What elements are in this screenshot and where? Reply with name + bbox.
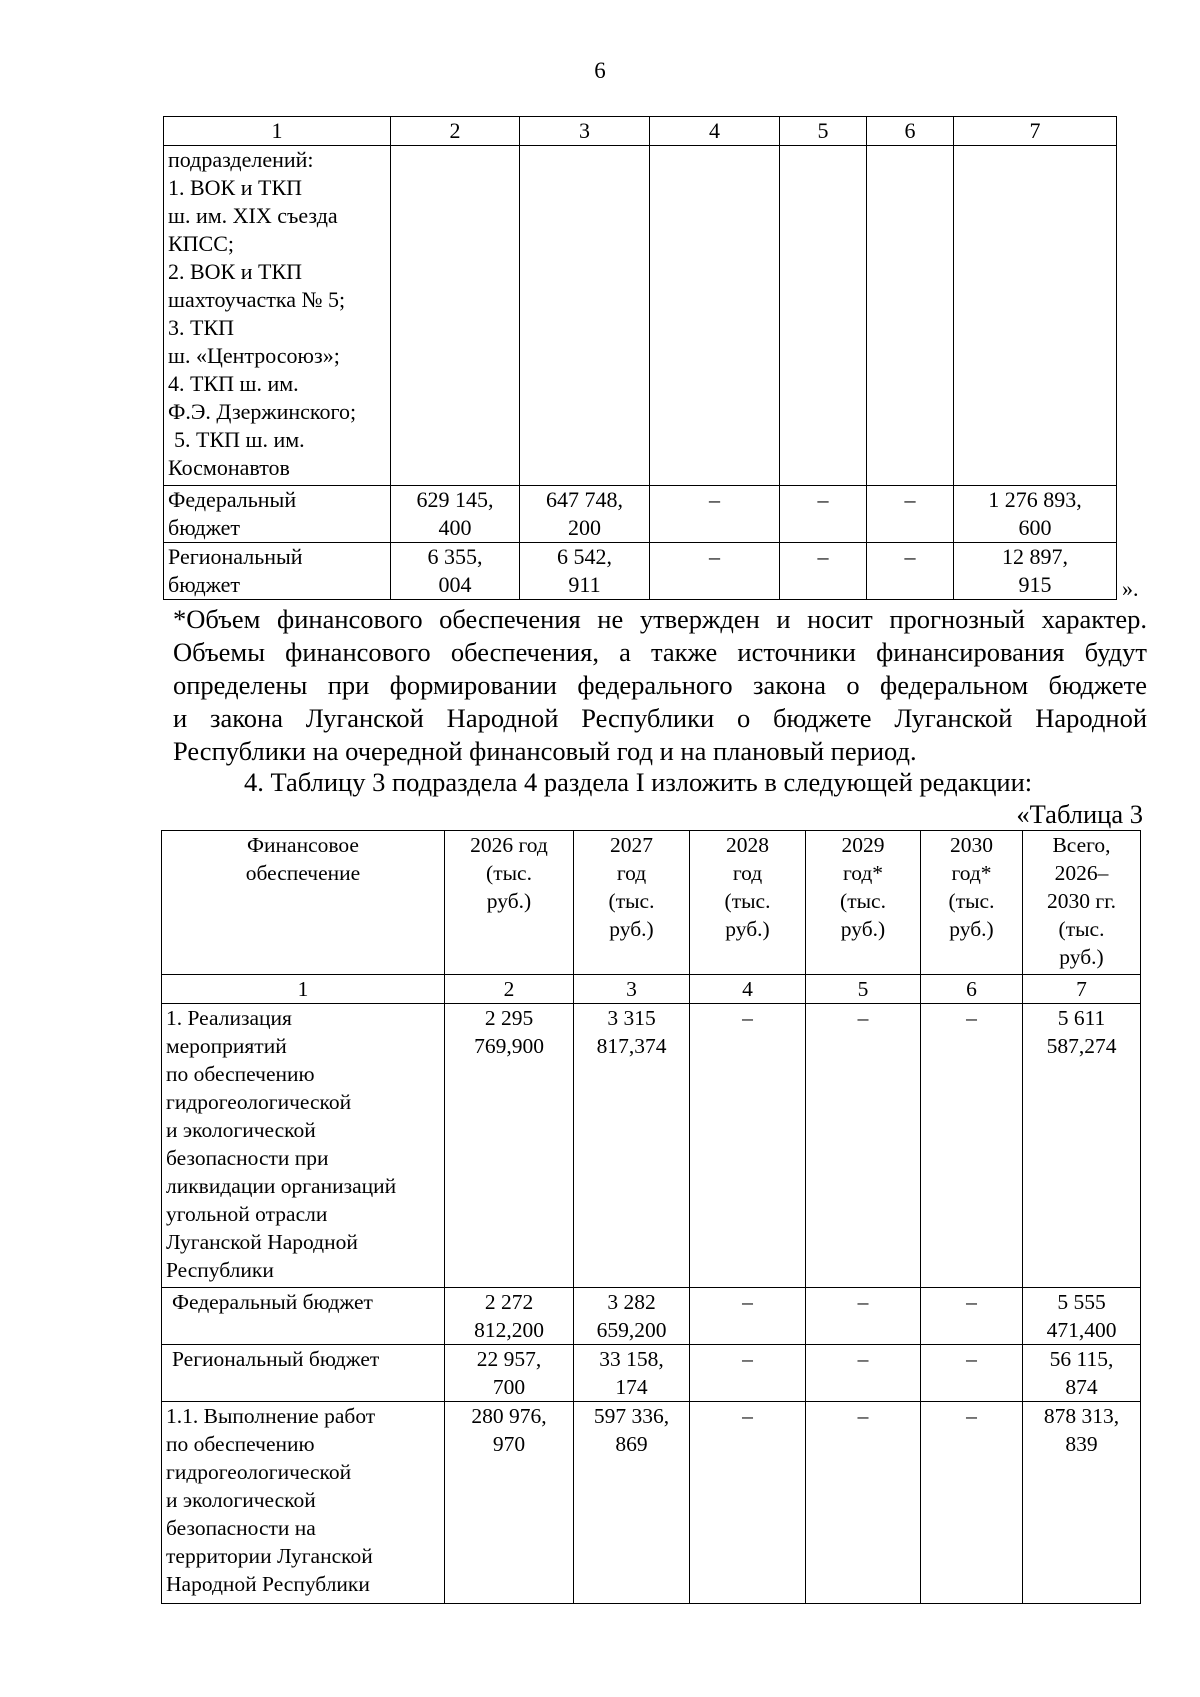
cell-line: 4 (742, 977, 753, 1001)
cell-line: год* (842, 861, 884, 885)
cell-line: 3 (626, 977, 637, 1001)
cell-line: 3. ТКП (168, 315, 234, 340)
cell-line: 869 (615, 1432, 648, 1456)
cell-line: (тыс. (724, 889, 771, 913)
cell-line: 3 (579, 118, 590, 143)
cell-line: 4 (709, 118, 720, 143)
value-cell (921, 1402, 1023, 1604)
cell-line: 6 542, (557, 544, 612, 569)
cell-line: 3 315 (607, 1006, 656, 1030)
cell-line: – (966, 1404, 977, 1428)
cell-line: (тыс. (486, 861, 532, 885)
value-cell (1023, 1402, 1141, 1604)
footnote-line: определены при формировании федерального закона о федеральном бюджете (173, 670, 1147, 700)
value-cell (520, 486, 650, 543)
cell-line: 769,900 (474, 1034, 544, 1058)
value-cell (574, 1288, 690, 1345)
cell-line: 597 336, (593, 1404, 670, 1428)
column-number-cell (574, 975, 690, 1004)
column-number-cell (954, 117, 1117, 146)
table-row (162, 1004, 1141, 1288)
column-number-cell (520, 117, 650, 146)
value-cell (921, 1288, 1023, 1345)
cell-line: 2030 (950, 833, 993, 857)
value-cell (690, 1345, 806, 1402)
cell-line: Ф.Э. Дзержинского; (168, 399, 357, 424)
cell-line: 812,200 (474, 1318, 544, 1342)
value-cell (574, 1345, 690, 1402)
cell-line: 2029 (841, 833, 885, 857)
value-cell (445, 1402, 574, 1604)
value-cell (780, 543, 867, 600)
financing-table-continued (163, 116, 1117, 600)
table-row (162, 1345, 1141, 1402)
value-cell (650, 146, 780, 486)
value-cell (520, 543, 650, 600)
cell-line: безопасности при (166, 1146, 329, 1170)
column-number-cell (780, 117, 867, 146)
column-header-cell (921, 831, 1023, 975)
value-cell (391, 486, 520, 543)
cell-line: КПСС; (168, 231, 235, 256)
cell-line: ликвидации организаций (166, 1174, 397, 1198)
value-cell (391, 146, 520, 486)
cell-line: год* (951, 861, 992, 885)
value-cell (954, 543, 1117, 600)
row-label-cell (162, 1345, 445, 1402)
cell-line: 56 115, (1049, 1347, 1114, 1371)
cell-line: руб.) (609, 917, 654, 941)
cell-line: 7 (1029, 118, 1041, 143)
value-cell (867, 543, 954, 600)
cell-line: бюджет (168, 515, 240, 540)
cell-line: 5 (857, 977, 869, 1001)
cell-line: 1. ВОК и ТКП (168, 175, 303, 200)
cell-line: Финансовое (247, 833, 359, 857)
cell-line: 3 282 (607, 1290, 656, 1314)
cell-line: 6 (966, 977, 977, 1001)
cell-line: Федеральный (168, 487, 297, 512)
cell-line: и экологической (166, 1488, 316, 1512)
value-cell (574, 1004, 690, 1288)
cell-line: 629 145, (416, 487, 494, 512)
cell-line: 2 (503, 977, 515, 1001)
row-label-cell (162, 1402, 445, 1604)
value-cell (445, 1345, 574, 1402)
cell-line: 1 (271, 118, 283, 143)
cell-line: год (732, 861, 763, 885)
cell-line: 659,200 (596, 1318, 667, 1342)
value-cell (806, 1402, 921, 1604)
cell-line: (тыс. (1058, 917, 1105, 941)
column-header-cell (574, 831, 690, 975)
table-row (164, 543, 1117, 600)
cell-line: 33 158, (599, 1347, 664, 1371)
cell-line: 2026 год (470, 833, 548, 857)
cell-line: – (857, 1006, 869, 1030)
cell-line: руб.) (1059, 945, 1104, 969)
cell-line: – (966, 1347, 977, 1371)
column-number-cell (921, 975, 1023, 1004)
cell-line: безопасности на (166, 1516, 316, 1540)
value-cell (780, 146, 867, 486)
cell-line: 5. ТКП ш. им. (174, 427, 305, 452)
cell-line: руб.) (840, 917, 886, 941)
footnote-line: и закона Луганской Народной Республики о бюджете Луганской Народной (173, 703, 1147, 733)
cell-line (784, 146, 862, 174)
cell-line: 970 (492, 1432, 526, 1456)
cell-line: 1. Реализация (166, 1006, 292, 1030)
cell-line: 878 313, (1043, 1404, 1120, 1428)
column-number-row (162, 975, 1141, 1004)
table-caption: «Таблица 3 (1016, 799, 1143, 829)
header-row (162, 831, 1141, 975)
column-header-cell (162, 831, 445, 975)
cell-line: 2 295 (484, 1006, 534, 1030)
column-number-cell (391, 117, 520, 146)
cell-line: 174 (615, 1375, 648, 1399)
value-cell (690, 1402, 806, 1604)
cell-line: 2030 гг. (1047, 889, 1116, 913)
cell-line: гидрогеологической (166, 1460, 352, 1484)
column-number-cell (445, 975, 574, 1004)
cell-line (871, 146, 949, 174)
value-cell (650, 543, 780, 600)
cell-line: – (817, 487, 829, 512)
cell-line: территории Луганской (166, 1544, 373, 1568)
cell-line: 600 (1018, 515, 1052, 540)
footnote-line: Объемы финансового обеспечения, а также источники финансирования будут (173, 637, 1147, 667)
cell-line: Народной Республики (166, 1572, 370, 1596)
cell-line (654, 146, 775, 174)
cell-line: 12 897, (1002, 544, 1068, 569)
cell-line: 2 (449, 118, 461, 143)
footnote-line: *Объем финансового обеспечения не утвержден и носит прогнозный характер. (173, 604, 1147, 634)
row-label-cell (164, 146, 391, 486)
column-number-cell (690, 975, 806, 1004)
cell-line: 2. ВОК и ТКП (168, 259, 303, 284)
cell-line: 280 976, (471, 1404, 547, 1428)
cell-line: Луганской Народной (166, 1230, 358, 1254)
value-cell (391, 543, 520, 600)
value-cell (954, 486, 1117, 543)
value-cell (780, 486, 867, 543)
cell-line: 2 272 (484, 1290, 534, 1314)
cell-line: (тыс. (608, 889, 655, 913)
value-cell (921, 1004, 1023, 1288)
cell-line: 7 (1076, 977, 1087, 1001)
cell-line: 4. ТКП ш. им. (168, 371, 299, 396)
value-cell (445, 1004, 574, 1288)
cell-line: – (857, 1290, 869, 1314)
cell-line: – (742, 1404, 753, 1428)
cell-line: 1 (297, 977, 309, 1001)
cell-line (395, 146, 515, 174)
row-label-cell (164, 543, 391, 600)
cell-line: и экологической (166, 1118, 316, 1142)
cell-line: Республики (166, 1258, 274, 1282)
cell-line: по обеспечению (166, 1432, 315, 1456)
value-cell (867, 486, 954, 543)
financing-table-3 (161, 830, 1141, 1604)
cell-line: 817,374 (596, 1034, 667, 1058)
cell-line: 647 748, (546, 487, 623, 512)
cell-line: подразделений: (168, 147, 314, 172)
cell-line: 839 (1065, 1432, 1098, 1456)
table-row (164, 486, 1117, 543)
cell-line: год (616, 861, 647, 885)
value-cell (574, 1402, 690, 1604)
cell-line: Региональный бюджет (172, 1347, 380, 1371)
table-row (164, 146, 1117, 486)
cell-line: мероприятий (166, 1034, 287, 1058)
value-cell (806, 1004, 921, 1288)
cell-line: 915 (1018, 572, 1052, 597)
value-cell (867, 146, 954, 486)
cell-line: – (709, 544, 720, 569)
value-cell (954, 146, 1117, 486)
row-label-cell (162, 1288, 445, 1345)
footnote (173, 603, 1147, 768)
value-cell (520, 146, 650, 486)
cell-line: 2028 (726, 833, 769, 857)
cell-line: 700 (492, 1375, 526, 1399)
column-number-cell (164, 117, 391, 146)
cell-line: – (857, 1347, 869, 1371)
cell-line: по обеспечению (166, 1062, 315, 1086)
cell-line: Всего, (1052, 833, 1111, 857)
cell-line: ш. им. XIX съезда (168, 203, 338, 228)
cell-line: – (857, 1404, 869, 1428)
cell-line: 6 355, (427, 544, 483, 569)
value-cell (690, 1288, 806, 1345)
cell-line: 5 611 (1057, 1006, 1106, 1030)
value-cell (1023, 1004, 1141, 1288)
header-row (164, 117, 1117, 146)
cell-line: – (742, 1006, 753, 1030)
column-number-cell (1023, 975, 1141, 1004)
value-cell (1023, 1288, 1141, 1345)
cell-line: руб.) (949, 917, 994, 941)
cell-line: Региональный (168, 544, 303, 569)
cell-line: 004 (438, 572, 472, 597)
cell-line (524, 146, 645, 174)
cell-line: – (742, 1347, 753, 1371)
cell-line: руб.) (725, 917, 770, 941)
cell-line: 400 (438, 515, 472, 540)
cell-line: 200 (568, 515, 601, 540)
table-row (162, 1402, 1141, 1604)
cell-line: угольной отрасли (166, 1202, 328, 1226)
cell-line: 6 (904, 118, 916, 143)
value-cell (921, 1345, 1023, 1402)
footnote-line: Республики на очередной финансовый год и на плановый период. (173, 736, 917, 766)
cell-line: 5 (817, 118, 829, 143)
value-cell (445, 1288, 574, 1345)
cell-line: 5 555 (1057, 1290, 1106, 1314)
value-cell (806, 1345, 921, 1402)
column-header-cell (806, 831, 921, 975)
cell-line: – (817, 544, 829, 569)
column-number-cell (867, 117, 954, 146)
cell-line: – (966, 1290, 977, 1314)
table-row (162, 1288, 1141, 1345)
value-cell (650, 486, 780, 543)
cell-line: руб.) (486, 889, 532, 913)
cell-line: 2026– (1054, 861, 1109, 885)
column-number-cell (650, 117, 780, 146)
cell-line (958, 146, 1112, 174)
cell-line: 471,400 (1046, 1318, 1117, 1342)
cell-line: гидрогеологической (166, 1090, 352, 1114)
column-number-cell (162, 975, 445, 1004)
column-header-cell (1023, 831, 1141, 975)
value-cell (1023, 1345, 1141, 1402)
cell-line: – (966, 1006, 977, 1030)
cell-line: бюджет (168, 572, 240, 597)
cell-line: (тыс. (840, 889, 886, 913)
cell-line: – (709, 487, 720, 512)
cell-line: (тыс. (948, 889, 995, 913)
cell-line: шахтоучастка № 5; (168, 287, 346, 312)
column-header-cell (445, 831, 574, 975)
cell-line: 2027 (610, 833, 653, 857)
cell-line: 22 957, (476, 1347, 542, 1371)
cell-line: 911 (568, 572, 601, 597)
cell-line: Космонавтов (168, 455, 290, 480)
closing-quote: ». (1122, 576, 1139, 601)
value-cell (690, 1004, 806, 1288)
cell-line: 1.1. Выполнение работ (166, 1404, 376, 1428)
cell-line: ш. «Центросоюз»; (168, 343, 340, 368)
cell-line: 1 276 893, (988, 487, 1082, 512)
cell-line: 874 (1065, 1375, 1098, 1399)
page-number: 6 (594, 58, 606, 83)
cell-line: Федеральный бюджет (172, 1290, 373, 1314)
cell-line: – (742, 1290, 753, 1314)
cell-line: – (904, 487, 916, 512)
cell-line: обеспечение (245, 861, 361, 885)
column-header-cell (690, 831, 806, 975)
row-label-cell (162, 1004, 445, 1288)
instruction-paragraph: 4. Таблицу 3 подраздела 4 раздела I изложить в следующей редакции: (244, 767, 1033, 797)
cell-line: – (904, 544, 916, 569)
column-number-cell (806, 975, 921, 1004)
value-cell (806, 1288, 921, 1345)
row-label-cell (164, 486, 391, 543)
cell-line: 587,274 (1046, 1034, 1117, 1058)
